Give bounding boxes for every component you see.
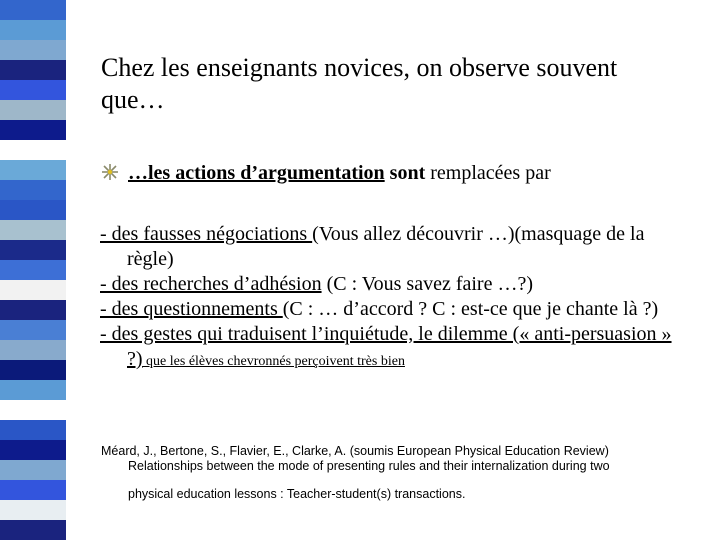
stripe-block xyxy=(0,180,66,200)
stripe-block xyxy=(0,280,66,300)
stripe-block xyxy=(0,360,66,380)
reference-line: Relationships between the mode of presenting rules and their internalization during two xyxy=(128,459,610,473)
stripe-block xyxy=(0,200,66,220)
stripe-block xyxy=(0,460,66,480)
decorative-stripe xyxy=(0,0,66,540)
reference-line: Méard, J., Bertone, S., Flavier, E., Clarke, A. (soumis European Physical Education Review) xyxy=(101,444,609,458)
item-rest: (C : Vous savez faire …?) xyxy=(321,273,533,295)
item-underlined: - des fausses négociations xyxy=(100,223,313,245)
stripe-block xyxy=(0,100,66,120)
list-item xyxy=(100,322,690,374)
item-rest: (C : … d’accord ? C : est-ce que je chante là ?) xyxy=(282,298,659,320)
stripe-block xyxy=(0,380,66,400)
stripe-block xyxy=(0,400,66,420)
stripe-block xyxy=(0,60,66,80)
item-small: que les élèves chevronnés perçoivent très bien xyxy=(142,354,405,369)
stripe-block xyxy=(0,420,66,440)
asterisk-bullet-icon xyxy=(102,164,118,180)
list-item xyxy=(100,272,690,297)
stripe-block xyxy=(0,80,66,100)
list-item xyxy=(100,222,690,272)
stripe-block xyxy=(0,240,66,260)
stripe-block xyxy=(0,480,66,500)
examples-list xyxy=(100,222,690,374)
bullet-underlined: …les actions d’argumentation xyxy=(128,162,385,184)
list-item xyxy=(100,297,690,322)
item-underlined: - des gestes qui traduisent l’inquiétude, le dilemme (« anti-persuasion » ?) xyxy=(100,323,672,370)
stripe-block xyxy=(0,300,66,320)
stripe-block xyxy=(0,0,66,20)
stripe-block xyxy=(0,120,66,140)
stripe-block xyxy=(0,160,66,180)
stripe-block xyxy=(0,220,66,240)
stripe-block xyxy=(0,520,66,540)
stripe-block xyxy=(0,340,66,360)
stripe-block xyxy=(0,140,66,160)
item-underlined: - des questionnements xyxy=(100,298,283,320)
reference-line: physical education lessons : Teacher-student(s) transactions. xyxy=(128,487,466,501)
item-rest: (Vous allez découvrir …)(masquage de la règle) xyxy=(127,223,645,270)
stripe-block xyxy=(0,440,66,460)
item-underlined: - des recherches d’adhésion xyxy=(100,273,322,295)
bullet-bold: sont xyxy=(384,162,426,184)
reference xyxy=(101,444,701,502)
stripe-block xyxy=(0,20,66,40)
stripe-block xyxy=(0,320,66,340)
main-bullet-text xyxy=(128,160,551,186)
stripe-block xyxy=(0,500,66,520)
stripe-block xyxy=(0,40,66,60)
slide-title: Chez les enseignants novices, on observe souvent que… xyxy=(101,53,618,114)
bullet-rest: remplacées par xyxy=(425,162,551,184)
stripe-block xyxy=(0,260,66,280)
